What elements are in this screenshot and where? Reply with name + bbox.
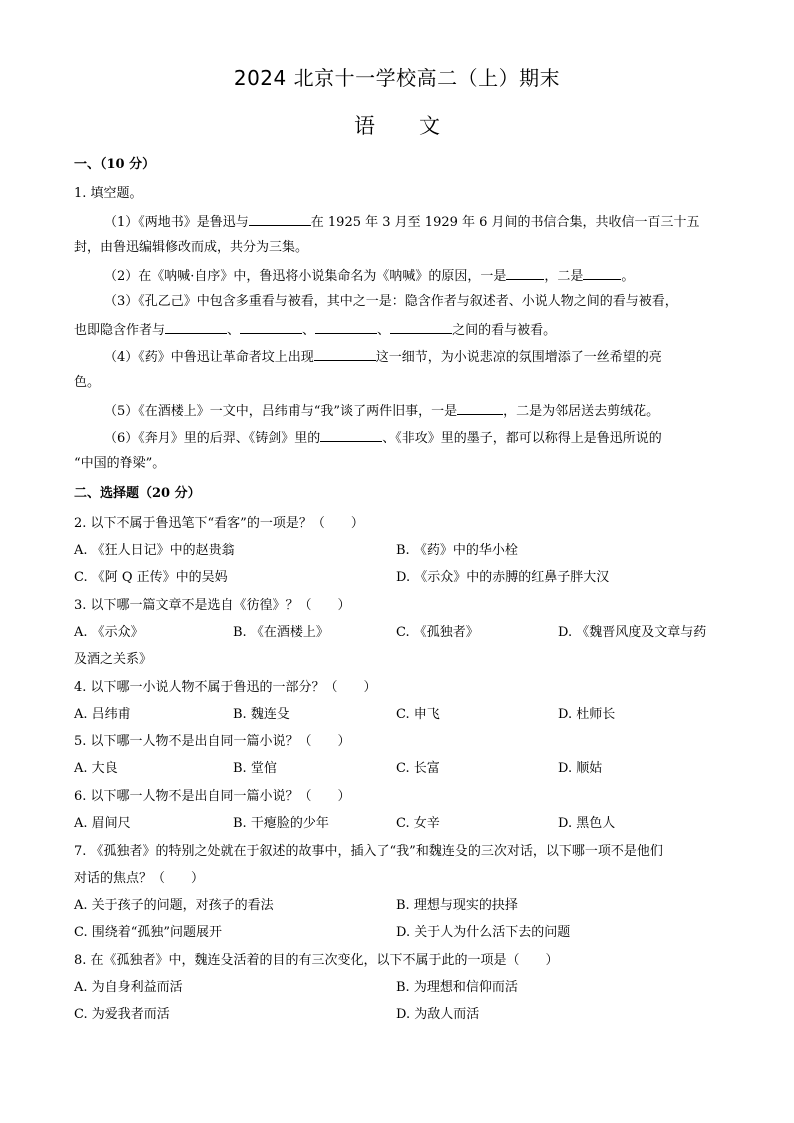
q4-option-b[interactable]: B. 魏连殳 (233, 707, 290, 722)
answer-blank[interactable] (165, 319, 227, 334)
q6-option-c[interactable]: C. 女辛 (396, 816, 440, 831)
q2-option-c[interactable]: C. 《阿 Q 正传》中的吴妈 (74, 570, 228, 585)
q8-option-d[interactable]: D. 为敌人而活 (396, 1007, 480, 1022)
q1-title: 1. 填空题。 (74, 186, 143, 201)
q5-option-c[interactable]: C. 长富 (396, 761, 440, 776)
q1-6-line1: （6）《奔月》里的后羿、《铸剑》里的 、《非攻》里的墨子，都可以称得上是鲁迅所说的 (104, 427, 662, 449)
q1-2-line: （2）在《呐喊·自序》中，鲁迅将小说集命名为《呐喊》的原因，一是 ，二是 。 (104, 265, 634, 287)
q3-option-d-cont: 及酒之关系》 (74, 652, 153, 667)
subject-char-1: 语 (354, 114, 375, 138)
answer-blank[interactable] (320, 427, 382, 442)
q7-stem-line2: 对话的焦点？（ ） (74, 871, 205, 886)
q6-option-a[interactable]: A. 眉间尺 (74, 816, 131, 831)
q1-5-line: （5）《在酒楼上》一文中，吕纬甫与“我”谈了两件旧事，一是 ，二是为邻居送去剪绒花。 (104, 400, 659, 422)
answer-blank[interactable] (249, 211, 311, 226)
q2-option-d[interactable]: D. 《示众》中的赤膊的红鼻子胖大汉 (396, 570, 610, 585)
q8-option-a[interactable]: A. 为自身利益而活 (74, 980, 183, 995)
q6-option-b[interactable]: B. 干瘪脸的少年 (233, 816, 329, 831)
q7-stem-line1: 7. 《孤独者》的特别之处就在于叙述的故事中，插入了“我”和魏连殳的三次对话，以下哪一项不是他们 (74, 844, 663, 859)
q8-stem: 8. 在《孤独者》中，魏连殳活着的目的有三次变化，以下不属于此的一项是（ ） (74, 953, 559, 968)
q8-option-b[interactable]: B. 为理想和信仰而活 (396, 980, 518, 995)
q5-stem: 5. 以下哪一人物不是出自同一篇小说？（ ） (74, 734, 351, 749)
q4-option-a[interactable]: A. 吕纬甫 (74, 707, 131, 722)
q1-4-line1: （4）《药》中鲁迅让革命者坟上出现 这一细节，为小说悲凉的氛围增添了一丝希望的亮 (104, 346, 662, 368)
q4-option-d[interactable]: D. 杜师长 (558, 707, 616, 722)
q5-option-d[interactable]: D. 顺姑 (558, 761, 603, 776)
q2-stem: 2. 以下不属于鲁迅笔下“看客”的一项是？（ ） (74, 516, 364, 531)
q3-option-a[interactable]: A. 《示众》 (74, 625, 144, 640)
q8-option-c[interactable]: C. 为爱我者而活 (74, 1007, 170, 1022)
q5-option-b[interactable]: B. 堂倌 (233, 761, 277, 776)
q6-stem: 6. 以下哪一人物不是出自同一篇小说？（ ） (74, 789, 351, 804)
q1-3-line2: 也即隐含作者与 、 、 、 之间的看与被看。 (74, 319, 556, 341)
answer-blank[interactable] (314, 346, 376, 361)
q3-option-b[interactable]: B. 《在酒楼上》 (233, 625, 329, 640)
q7-option-c[interactable]: C. 围绕着“孤独”问题展开 (74, 925, 223, 940)
q1-4-line2: 色。 (74, 375, 101, 390)
q6-option-d[interactable]: D. 黑色人 (558, 816, 616, 831)
section2-heading: 二、选择题（20 分） (74, 486, 201, 501)
q1-1-line1: （1）《两地书》是鲁迅与 在 1925 年 3 月至 1929 年 6 月间的书信合集，共收信一百三十五 (104, 211, 700, 233)
answer-blank[interactable] (506, 265, 544, 280)
q3-option-c[interactable]: C. 《孤独者》 (396, 625, 479, 640)
q7-option-b[interactable]: B. 理想与现实的抉择 (396, 898, 518, 913)
q5-option-a[interactable]: A. 大良 (74, 761, 118, 776)
answer-blank[interactable] (240, 319, 302, 334)
q1-3-line1: （3）《孔乙己》中包含多重看与被看，其中之一是：隐含作者与叙述者、小说人物之间的看与被看， (104, 294, 678, 309)
q4-stem: 4. 以下哪一小说人物不属于鲁迅的一部分？（ ） (74, 680, 377, 695)
answer-blank[interactable] (457, 400, 503, 415)
answer-blank[interactable] (315, 319, 377, 334)
subject-char-2: 文 (419, 114, 440, 138)
q1-1-line2: 封，由鲁迅编辑修改而成，共分为三集。 (74, 240, 309, 255)
exam-title: 2024 北京十一学校高二（上）期末 (233, 66, 561, 90)
subject-title (0, 110, 794, 140)
answer-blank[interactable] (390, 319, 452, 334)
q7-option-d[interactable]: D. 关于人为什么活下去的问题 (396, 925, 571, 940)
q3-stem: 3. 以下哪一篇文章不是选自《彷徨》？（ ） (74, 598, 351, 613)
q3-option-d[interactable]: D. 《魏晋风度及文章与药 (558, 625, 707, 640)
section1-heading: 一、（10 分） (74, 157, 156, 172)
answer-blank[interactable] (583, 265, 621, 280)
q4-option-c[interactable]: C. 申飞 (396, 707, 440, 722)
q2-option-b[interactable]: B. 《药》中的华小栓 (396, 543, 518, 558)
q1-6-line2: “中国的脊梁”。 (74, 456, 166, 471)
q2-option-a[interactable]: A. 《狂人日记》中的赵贵翁 (74, 543, 235, 558)
q7-option-a[interactable]: A. 关于孩子的问题，对孩子的看法 (74, 898, 274, 913)
